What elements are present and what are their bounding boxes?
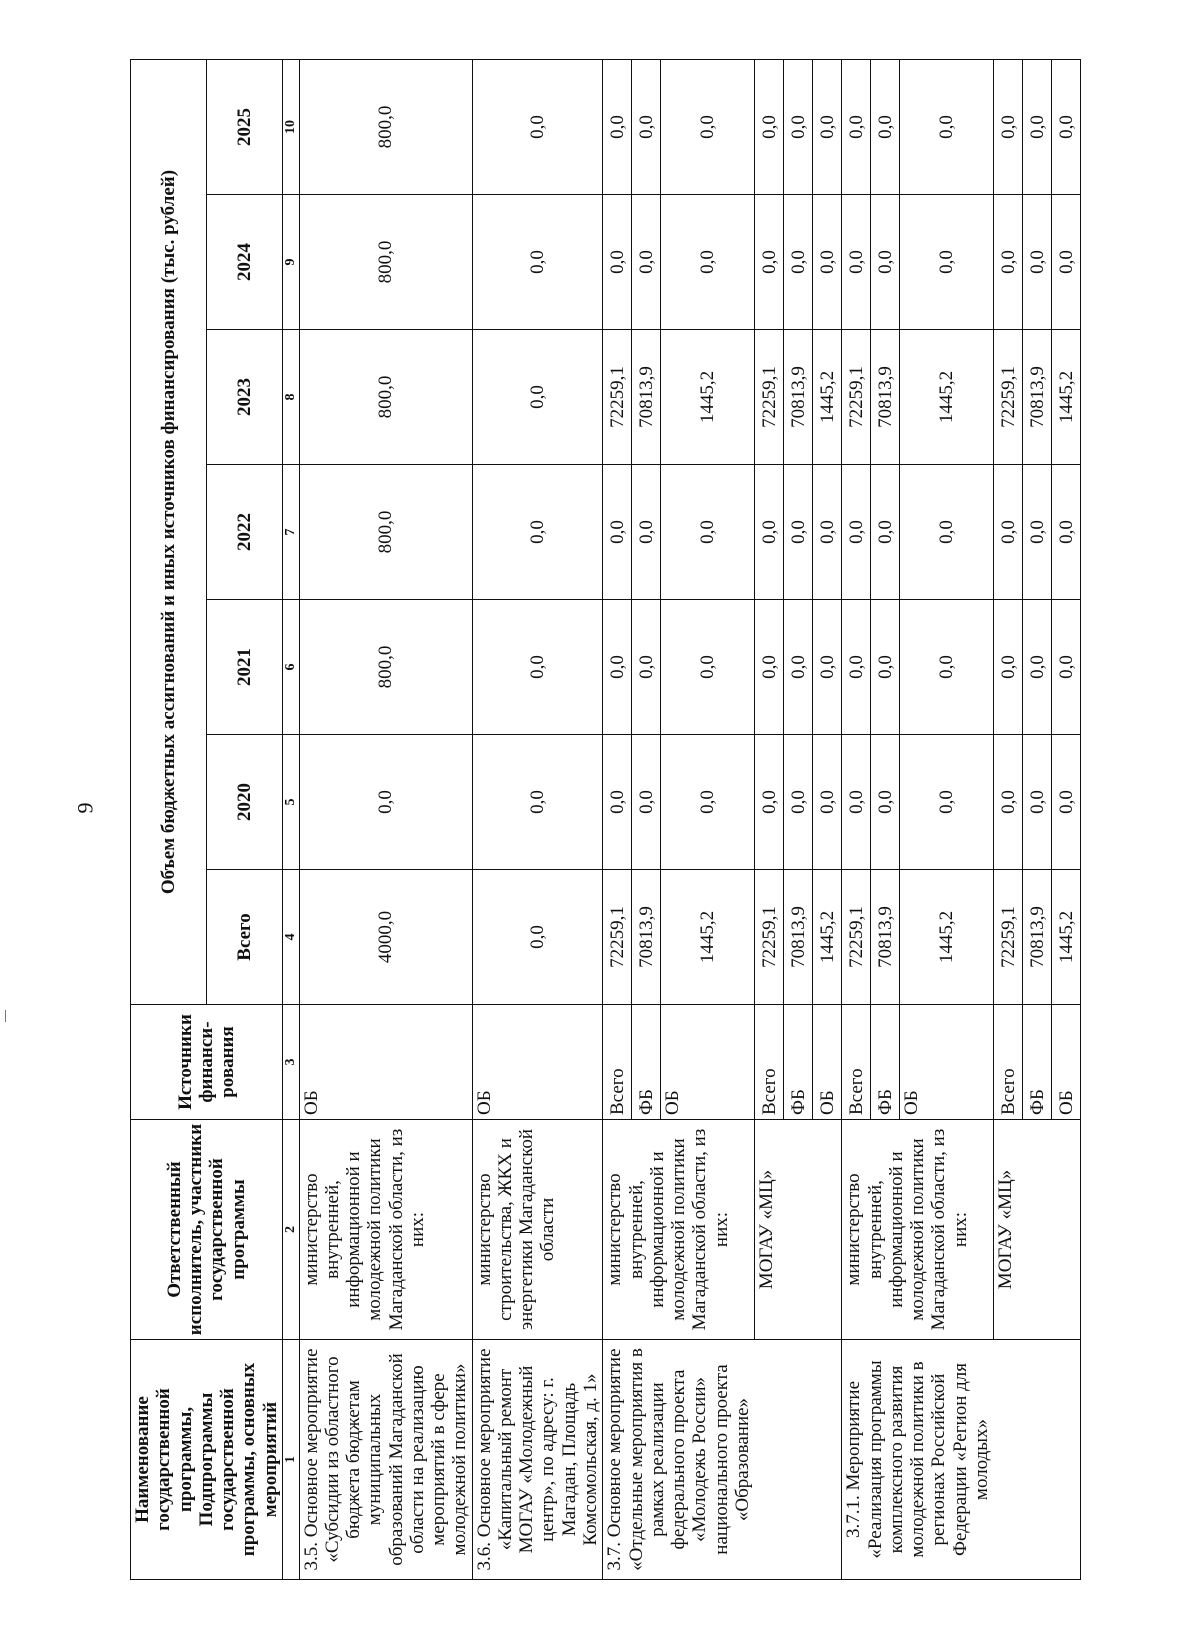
index-cell: 1 (282, 1340, 299, 1580)
value-cell: 0,0 (900, 600, 994, 735)
value-cell: 0,0 (472, 195, 603, 330)
value-cell: 0,0 (994, 195, 1023, 330)
row-source: ФБ (1023, 1005, 1052, 1120)
value-cell: 70813,9 (871, 330, 900, 465)
header-year: 2025 (206, 60, 282, 195)
value-cell: 0,0 (1052, 465, 1081, 600)
index-cell: 9 (282, 195, 299, 330)
value-cell: 0,0 (472, 465, 603, 600)
value-cell: 0,0 (299, 735, 472, 870)
value-cell: 0,0 (755, 195, 784, 330)
value-cell: 0,0 (900, 465, 994, 600)
row-source: ФБ (632, 1005, 661, 1120)
header-year: 2020 (206, 735, 282, 870)
value-cell: 70813,9 (871, 870, 900, 1005)
value-cell: 800,0 (299, 195, 472, 330)
value-cell: 0,0 (1023, 195, 1052, 330)
value-cell: 0,0 (661, 195, 755, 330)
value-cell: 70813,9 (1023, 330, 1052, 465)
value-cell: 0,0 (842, 600, 871, 735)
value-cell: 0,0 (603, 195, 632, 330)
value-cell: 0,0 (813, 60, 842, 195)
value-cell: 800,0 (299, 60, 472, 195)
value-cell: 800,0 (299, 600, 472, 735)
value-cell: 0,0 (755, 735, 784, 870)
value-cell: 0,0 (1052, 60, 1081, 195)
value-cell: 0,0 (994, 465, 1023, 600)
value-cell: 0,0 (603, 600, 632, 735)
value-cell: 0,0 (632, 195, 661, 330)
value-cell: 0,0 (842, 735, 871, 870)
value-cell: 0,0 (632, 600, 661, 735)
header-executor: Ответственный исполнитель, участники государственной программы (131, 1120, 283, 1340)
row-name: 3.7. Основное мероприятие «Отдельные мероприятия в рамках реализации федерального проекта «Молодежь России» национального проекта «Образование» (603, 1340, 842, 1580)
value-cell: 0,0 (871, 60, 900, 195)
value-cell: 0,0 (603, 60, 632, 195)
table-row (299, 60, 472, 1580)
row-source: Всего (755, 1005, 784, 1120)
value-cell: 4000,0 (299, 870, 472, 1005)
row-source: ОБ (472, 1005, 603, 1120)
value-cell: 70813,9 (632, 870, 661, 1005)
value-cell: 0,0 (1052, 195, 1081, 330)
value-cell: 0,0 (813, 465, 842, 600)
value-cell: 0,0 (472, 600, 603, 735)
value-cell: 0,0 (472, 870, 603, 1005)
table-row (842, 60, 871, 1580)
row-source: ОБ (900, 1005, 994, 1120)
value-cell: 0,0 (661, 465, 755, 600)
index-cell: 3 (282, 1005, 299, 1120)
value-cell: 0,0 (842, 465, 871, 600)
index-cell: 8 (282, 330, 299, 465)
index-cell: 2 (282, 1120, 299, 1340)
value-cell: 70813,9 (784, 330, 813, 465)
value-cell: 0,0 (784, 465, 813, 600)
financing-table (130, 59, 1081, 1580)
value-cell: 0,0 (472, 60, 603, 195)
row-source: ФБ (871, 1005, 900, 1120)
value-cell: 0,0 (813, 600, 842, 735)
value-cell: 0,0 (784, 195, 813, 330)
value-cell: 0,0 (842, 195, 871, 330)
value-cell: 0,0 (1023, 600, 1052, 735)
value-cell: 72259,1 (603, 330, 632, 465)
value-cell: 72259,1 (755, 870, 784, 1005)
value-cell: 72259,1 (842, 870, 871, 1005)
header-year: Всего (206, 870, 282, 1005)
value-cell: 72259,1 (994, 870, 1023, 1005)
value-cell: 0,0 (784, 60, 813, 195)
value-cell: 800,0 (299, 465, 472, 600)
rotated-table-container (130, 60, 1077, 1580)
row-executor: министерство строительства, ЖКХ и энергетики Магаданской области (472, 1120, 603, 1340)
value-cell: 0,0 (842, 60, 871, 195)
index-row (282, 60, 299, 1580)
index-cell: 10 (282, 60, 299, 195)
value-cell: 0,0 (1052, 600, 1081, 735)
header-row-1 (131, 60, 207, 1580)
value-cell: 0,0 (603, 735, 632, 870)
value-cell: 1445,2 (661, 870, 755, 1005)
value-cell: 0,0 (632, 60, 661, 195)
value-cell: 0,0 (871, 465, 900, 600)
value-cell: 0,0 (871, 195, 900, 330)
value-cell: 0,0 (632, 465, 661, 600)
value-cell: 0,0 (813, 195, 842, 330)
value-cell: 0,0 (755, 465, 784, 600)
value-cell: 1445,2 (661, 330, 755, 465)
value-cell: 0,0 (994, 60, 1023, 195)
value-cell: 0,0 (755, 60, 784, 195)
header-year: 2022 (206, 465, 282, 600)
value-cell: 72259,1 (755, 330, 784, 465)
header-year: 2023 (206, 330, 282, 465)
index-cell: 4 (282, 870, 299, 1005)
value-cell: 0,0 (994, 600, 1023, 735)
value-cell: 0,0 (603, 465, 632, 600)
value-cell: 0,0 (871, 735, 900, 870)
row-source: ОБ (661, 1005, 755, 1120)
value-cell: 0,0 (661, 600, 755, 735)
row-executor: министерство внутренней, информационной и молодежной политики Магаданской области, из них: (842, 1120, 994, 1340)
value-cell: 1445,2 (1052, 330, 1081, 465)
value-cell: 0,0 (813, 735, 842, 870)
value-cell: 0,0 (900, 60, 994, 195)
row-executor-sub: МОГАУ «МЦ» (994, 1120, 1081, 1340)
row-executor: министерство внутренней, информационной и молодежной политики Магаданской области, из них: (299, 1120, 472, 1340)
value-cell: 1445,2 (900, 330, 994, 465)
value-cell: 0,0 (661, 60, 755, 195)
header-name: Наименование государственной программы, Подпрограммы государственной программы, основных мероприятий (131, 1340, 283, 1580)
value-cell: 0,0 (472, 330, 603, 465)
scan-mark (5, 1010, 6, 1022)
value-cell: 0,0 (1023, 735, 1052, 870)
row-source: Всего (994, 1005, 1023, 1120)
value-cell: 1445,2 (900, 870, 994, 1005)
table-row (603, 60, 632, 1580)
value-cell: 0,0 (784, 600, 813, 735)
index-cell: 7 (282, 465, 299, 600)
value-cell: 72259,1 (994, 330, 1023, 465)
page-number: 9 (72, 802, 98, 814)
value-cell: 1445,2 (1052, 870, 1081, 1005)
row-name: 3.6. Основное мероприятие «Капитальный ремонт МОГАУ «Молодежный центр», по адресу: г. Магадан, Площадь Комсомольская, д. 1» (472, 1340, 603, 1580)
row-source: Всего (842, 1005, 871, 1120)
row-executor: министерство внутренней, информационной и молодежной политики Магаданской области, из них: (603, 1120, 755, 1340)
value-cell: 0,0 (755, 600, 784, 735)
header-year: 2024 (206, 195, 282, 330)
value-cell: 1445,2 (813, 330, 842, 465)
value-cell: 0,0 (1023, 465, 1052, 600)
value-cell: 0,0 (1023, 60, 1052, 195)
table-row (472, 60, 603, 1580)
value-cell: 1445,2 (813, 870, 842, 1005)
row-source: ФБ (784, 1005, 813, 1120)
header-source: Источники финанси-рования (131, 1005, 283, 1120)
value-cell: 70813,9 (632, 330, 661, 465)
value-cell: 72259,1 (842, 330, 871, 465)
row-source: ОБ (813, 1005, 842, 1120)
header-year: 2021 (206, 600, 282, 735)
row-source: Всего (603, 1005, 632, 1120)
row-source: ОБ (1052, 1005, 1081, 1120)
value-cell: 800,0 (299, 330, 472, 465)
value-cell: 0,0 (632, 735, 661, 870)
value-cell: 0,0 (900, 195, 994, 330)
index-cell: 5 (282, 735, 299, 870)
row-name: 3.7.1. Мероприятие «Реализация программы комплексного развития молодежной политики в регионах Российской Федерации «Регион для молодых» (842, 1340, 1081, 1580)
value-cell: 70813,9 (784, 870, 813, 1005)
value-cell: 72259,1 (603, 870, 632, 1005)
row-source: ОБ (299, 1005, 472, 1120)
header-volume: Объем бюджетных ассигнований и иных источников финансирования (тыс. рублей) (131, 60, 207, 1005)
value-cell: 0,0 (871, 600, 900, 735)
value-cell: 0,0 (661, 735, 755, 870)
value-cell: 0,0 (1052, 735, 1081, 870)
row-name: 3.5. Основное мероприятие «Субсидии из областного бюджета бюджетам муниципальных образований Магаданской области на реализацию мероприятий в сфере молодежной политики» (299, 1340, 472, 1580)
value-cell: 0,0 (994, 735, 1023, 870)
value-cell: 0,0 (784, 735, 813, 870)
value-cell: 0,0 (472, 735, 603, 870)
index-cell: 6 (282, 600, 299, 735)
value-cell: 70813,9 (1023, 870, 1052, 1005)
value-cell: 0,0 (900, 735, 994, 870)
row-executor-sub: МОГАУ «МЦ» (755, 1120, 842, 1340)
